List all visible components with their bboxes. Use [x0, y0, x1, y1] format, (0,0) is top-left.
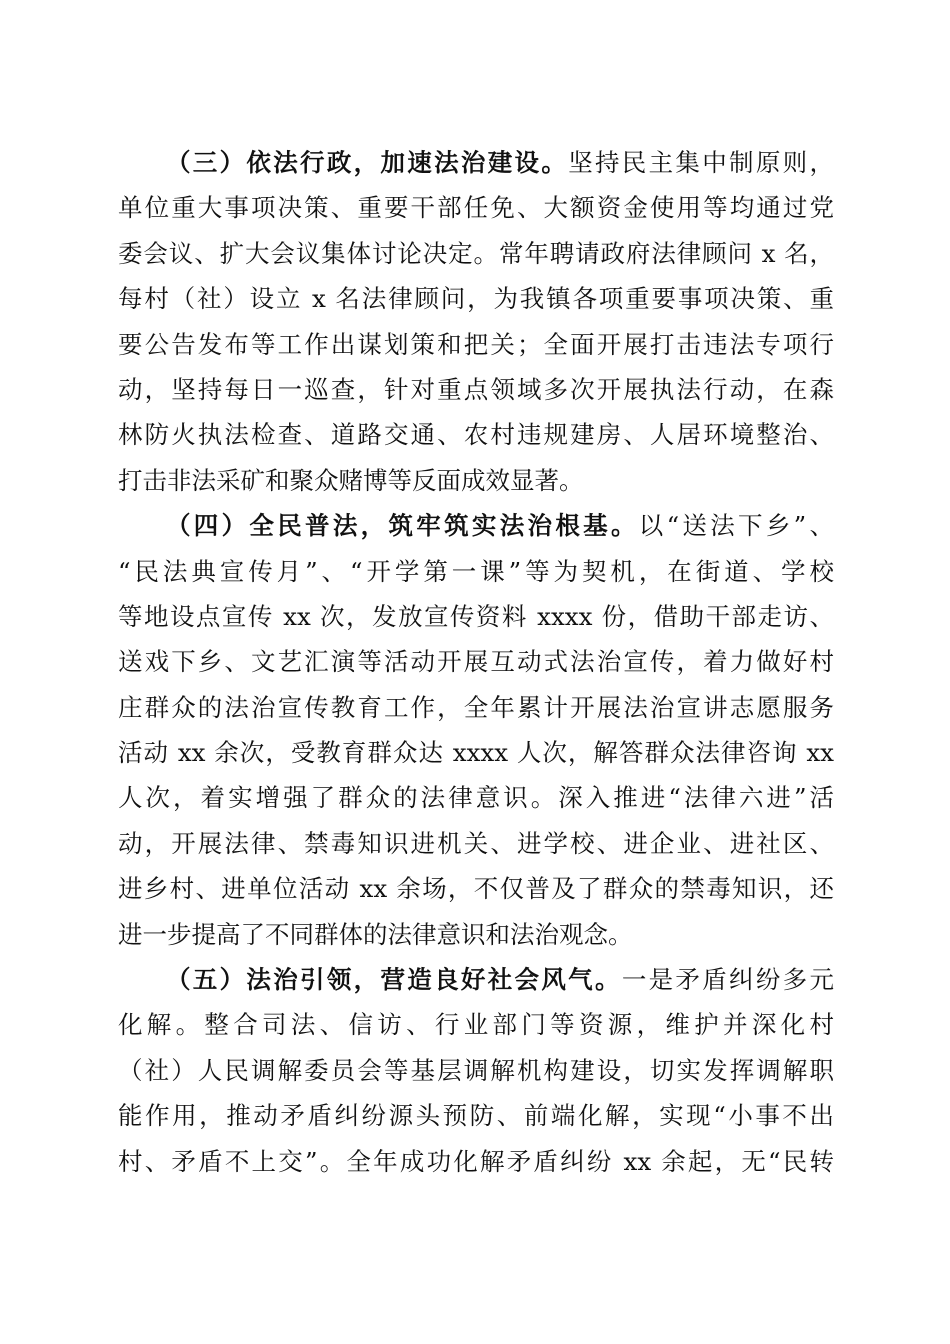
paragraph-3-line: 林防火执法检查、道路交通、农村违规建房、人居环境整治、 [118, 420, 834, 450]
paragraph-3-text: 坚持民主集中制原则， [568, 148, 834, 177]
paragraph-5-line: 化解。整合司法、信访、行业部门等资源，维护并深化村 [118, 1010, 834, 1040]
document-body [118, 148, 834, 1192]
paragraph-3-line: 打击非法采矿和聚众赌博等反面成效显著。 [118, 465, 584, 495]
paragraph-5-text: 一是矛盾纠纷多元 [621, 965, 834, 995]
paragraph-4-line: 进一步提高了不同群体的法律意识和法治观念。 [118, 919, 633, 949]
paragraph-5-line: （社）人民调解委员会等基层调解机构建设，切实发挥调解职 [118, 1055, 834, 1085]
paragraph-5-line-1 [118, 965, 834, 1010]
paragraph-5-line: 村、矛盾不上交”。全年成功化解矛盾纠纷 xx 余起，无“民转 [118, 1146, 834, 1176]
paragraph-4-line: 等地设点宣传 xx 次，发放宣传资料 xxxx 份，借助干部走访、 [118, 601, 834, 631]
paragraph-3-line: 要公告发布等工作出谋划策和把关；全面开展打击违法专项行 [118, 329, 834, 359]
paragraph-3-line: 动，坚持每日一巡查，针对重点领域多次开展执法行动，在森 [118, 374, 834, 404]
paragraph-3-line: 每村（社）设立 x 名法律顾问，为我镇各项重要事项决策、重 [118, 284, 834, 314]
paragraph-4-line: 庄群众的法治宣传教育工作，全年累计开展法治宣讲志愿服务 [118, 692, 834, 722]
paragraph-3-heading: （三）依法行政，加速法治建设。 [166, 148, 569, 177]
paragraph-3-line: 委会议、扩大会议集体讨论决定。常年聘请政府法律顾问 x 名， [118, 238, 834, 268]
paragraph-5-line: 能作用，推动矛盾纠纷源头预防、前端化解，实现“小事不出 [118, 1101, 834, 1131]
paragraph-4-heading: （四）全民普法，筑牢筑实法治根基。 [166, 511, 639, 541]
paragraph-4-line: 动，开展法律、禁毒知识进机关、进学校、进企业、进社区、 [118, 828, 834, 858]
paragraph-3-line: 单位重大事项决策、重要干部任免、大额资金使用等均通过党 [118, 193, 834, 223]
paragraph-5-heading: （五）法治引领，营造良好社会风气。 [166, 965, 622, 995]
paragraph-4-line: 活动 xx 余次，受教育群众达 xxxx 人次，解答群众法律咨询 xx [118, 738, 834, 768]
paragraph-4-line: 进乡村、进单位活动 xx 余场，不仅普及了群众的禁毒知识，还 [118, 874, 834, 904]
paragraph-4-line-1 [118, 511, 834, 556]
paragraph-3-line-1 [118, 148, 834, 193]
paragraph-4-line: 人次，着实增强了群众的法律意识。深入推进“法律六进”活 [118, 783, 834, 813]
paragraph-4-text: 以“送法下乡”、 [638, 511, 834, 541]
paragraph-4-line: “民法典宣传月”、“开学第一课”等为契机，在街道、学校 [118, 556, 834, 586]
paragraph-4-line: 送戏下乡、文艺汇演等活动开展互动式法治宣传，着力做好村 [118, 647, 834, 677]
